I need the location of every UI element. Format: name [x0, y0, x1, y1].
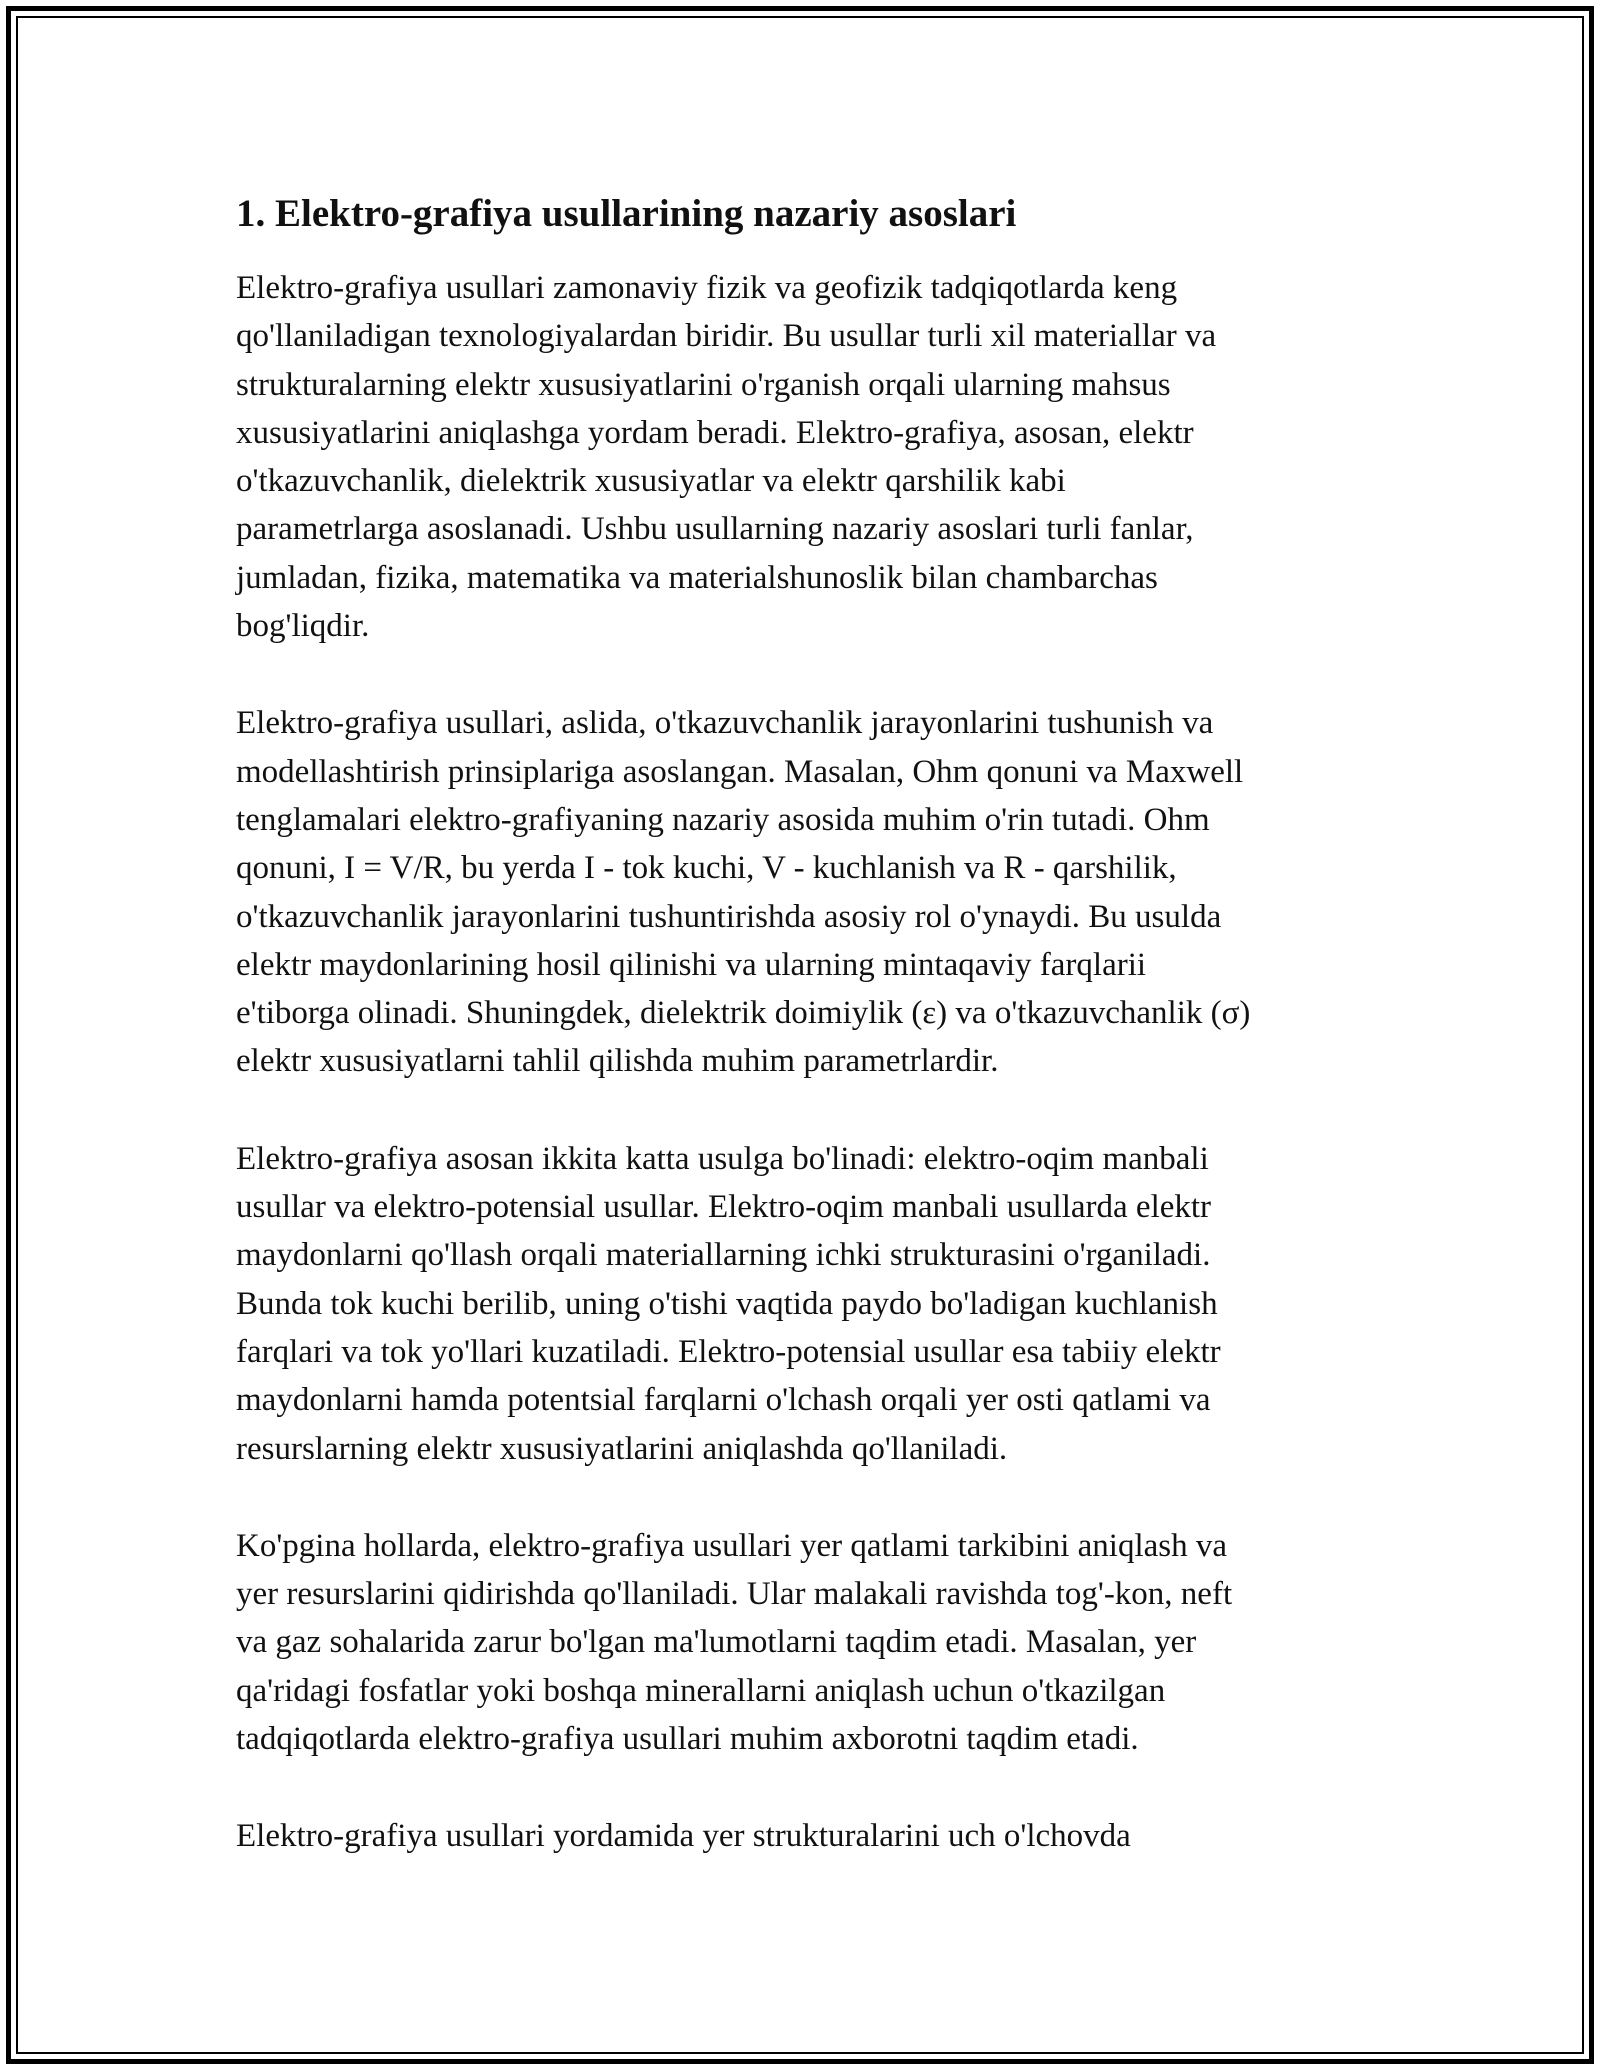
- paragraph-line: qa'ridagi fosfatlar yoki boshqa minerallarni aniqlash uchun o'tkazilgan: [236, 1672, 1166, 1709]
- paragraph-line: o'tkazuvchanlik jarayonlarini tushuntirishda asosiy rol o'ynaydi. Bu usulda: [236, 898, 1222, 935]
- paragraph-line: tadqiqotlarda elektro-grafiya usullari muhim axborotni taqdim etadi.: [236, 1721, 1139, 1758]
- paragraph-line: Ko'pgina hollarda, elektro-grafiya usullari yer qatlami tarkibini aniqlash va: [236, 1527, 1228, 1564]
- paragraph-line: va gaz sohalarida zarur bo'lgan ma'lumotlarni taqdim etadi. Masalan, yer: [236, 1624, 1197, 1661]
- paragraph-line: strukturalarning elektr xususiyatlarini o'rganish orqali ularning mahsus: [236, 366, 1171, 403]
- paragraph-line: xususiyatlarini aniqlashga yordam beradi. Elektro-grafiya, asosan, elektr: [236, 414, 1194, 451]
- paragraph-4: [236, 1522, 1376, 1763]
- paragraph-5: [236, 1812, 1376, 1860]
- paragraph-line: modellashtirish prinsiplariga asoslangan. Masalan, Ohm qonuni va Maxwell: [236, 753, 1244, 790]
- paragraph-line: Bunda tok kuchi berilib, uning o'tishi vaqtida paydo bo'ladigan kuchlanish: [236, 1285, 1218, 1322]
- paragraph-line: parametrlarga asoslanadi. Ushbu usullarning nazariy asoslari turli fanlar,: [236, 511, 1194, 548]
- document-content: [236, 186, 1376, 1910]
- paragraph-line: farqlari va tok yo'llari kuzatiladi. Elektro-potensial usullar esa tabiiy elektr: [236, 1333, 1221, 1370]
- paragraph-line: tenglamalari elektro-grafiyaning nazariy asosida muhim o'rin tutadi. Ohm: [236, 801, 1210, 838]
- paragraph-list: [236, 264, 1376, 1861]
- paragraph-line: usullar va elektro-potensial usullar. Elektro-oqim manbali usullarda elektr: [236, 1189, 1212, 1226]
- paragraph-line: Elektro-grafiya usullari zamonaviy fizik va geofizik tadqiqotlarda keng: [236, 270, 1178, 306]
- paragraph-line: maydonlarni hamda potentsial farqlarni o'lchash orqali yer osti qatlami va: [236, 1382, 1211, 1419]
- paragraph-line: e'tiborga olinadi. Shuningdek, dielektrik doimiylik (ε) va o'tkazuvchanlik (σ): [236, 995, 1251, 1032]
- paragraph-line: resurslarning elektr xususiyatlarini aniqlashda qo'llaniladi.: [236, 1430, 1008, 1467]
- paragraph-line: elektr xususiyatlarni tahlil qilishda muhim parametrlardir.: [236, 1043, 999, 1080]
- paragraph-line: maydonlarni qo'llash orqali materiallarning ichki strukturasini o'rganiladi.: [236, 1237, 1211, 1274]
- paragraph-line: elektr maydonlarining hosil qilinishi va ularning mintaqaviy farqlarii: [236, 946, 1147, 983]
- paragraph-line: jumladan, fizika, matematika va materialshunoslik bilan chambarchas: [236, 559, 1158, 596]
- paragraph-line: bog'liqdir.: [236, 608, 370, 645]
- paragraph-1: [236, 264, 1376, 650]
- paragraph-line: Elektro-grafiya asosan ikkita katta usulga bo'linadi: elektro-oqim manbali: [236, 1140, 1209, 1177]
- paragraph-2: [236, 699, 1376, 1085]
- paragraph-line: qo'llaniladigan texnologiyalardan biridir. Bu usullar turli xil materiallar va: [236, 318, 1217, 355]
- section-heading: 1. Elektro-grafiya usullarining nazariy asoslari: [236, 192, 1017, 235]
- paragraph-line: qonuni, I = V/R, bu yerda I - tok kuchi, V - kuchlanish va R - qarshilik,: [236, 850, 1177, 887]
- paragraph-line: yer resurslarini qidirishda qo'llaniladi. Ular malakali ravishda tog'-kon, neft: [236, 1576, 1233, 1613]
- paragraph-line: o'tkazuvchanlik, dielektrik xususiyatlar va elektr qarshilik kabi: [236, 463, 1066, 500]
- paragraph-line: Elektro-grafiya usullari, aslida, o'tkazuvchanlik jarayonlarini tushunish va: [236, 705, 1214, 742]
- paragraph-line: Elektro-grafiya usullari yordamida yer strukturalarini uch o'lchovda: [236, 1818, 1131, 1855]
- paragraph-3: [236, 1135, 1376, 1473]
